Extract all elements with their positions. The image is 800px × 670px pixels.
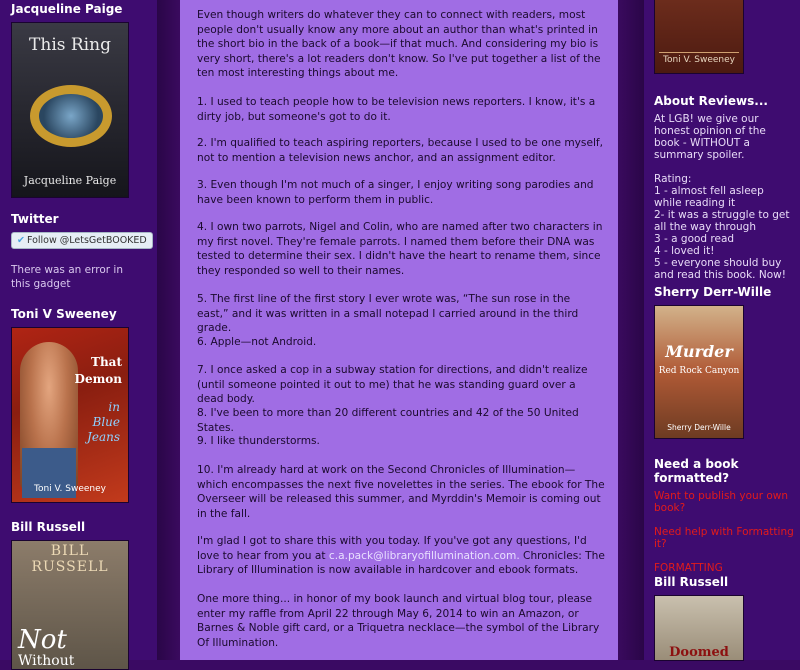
rating-item: 5 - everyone should buy and read this book. Now! xyxy=(654,257,786,281)
post-paragraph: 5. The first line of the first story I ever wrote was, “The sun rose in the east,” and it was written in a small notepad I carried around in the third grade. xyxy=(197,293,579,334)
closing-text: I'm glad I got to share this with you today. If you've got any questions, I'd love to hear from you at xyxy=(197,535,587,562)
closing-text: Chronicles: The Library of Illumination is now available in hardcover and ebook formats. xyxy=(197,549,605,576)
post-paragraph-raffle: One more thing... in honor of my book launch and virtual blog tour, please enter my raffle from April 22 through May 6, 2014 to win an Amazon, or Barnes & Noble gift card, or a Triquetra necklace—the symbol of the Library Of Illumination. xyxy=(197,593,600,649)
ring-illustration xyxy=(30,85,112,147)
cover-author: Toni V. Sweeney xyxy=(663,55,735,65)
widget-bill-russell-right xyxy=(654,575,794,661)
cover-title-word: Jeans xyxy=(87,430,120,444)
book-cover-that-demon[interactable] xyxy=(11,327,129,503)
twitter-bird-icon: ✔ xyxy=(17,235,25,246)
cover-title-word: That xyxy=(91,355,122,369)
cover-title: Without xyxy=(18,653,75,669)
cover-title-upper xyxy=(75,354,122,388)
gadget-error-text: There was an error in this gadget xyxy=(11,264,123,290)
cover-title: Not xyxy=(18,625,67,655)
cover-title-word: in xyxy=(108,400,120,414)
cover-author: Sherry Derr-Wille xyxy=(667,423,731,432)
widget-title: Sherry Derr-Wille xyxy=(654,285,772,299)
help-formatting-link[interactable]: Need help with Formatting it? xyxy=(654,526,794,550)
post-body xyxy=(180,0,618,660)
post-paragraph: 1. I used to teach people how to be television news reporters. I know, it's a dirty job, but someone's got to do it. xyxy=(197,96,596,123)
widget-toni-cover xyxy=(654,0,794,74)
twitter-follow-button[interactable] xyxy=(11,232,153,249)
author-email-link[interactable]: c.a.pack@libraryofillumination.com. xyxy=(328,549,520,562)
cover-title: Doomed xyxy=(669,645,729,660)
widget-toni-sweeney xyxy=(11,307,129,503)
right-gutter xyxy=(618,0,644,660)
cover-subtitle: Red Rock Canyon xyxy=(658,366,740,376)
book-cover-toni-sweeney[interactable] xyxy=(654,0,744,74)
cover-title-word: Demon xyxy=(74,372,122,386)
cover-title-lower xyxy=(87,400,120,445)
twitter-follow-label: Follow @LetsGetBOOKED xyxy=(26,235,147,246)
book-cover-not-without[interactable] xyxy=(11,540,129,670)
widget-title: Need a book formatted? xyxy=(654,457,739,485)
post-paragraph: 6. Apple—not Android. xyxy=(197,336,317,348)
post-paragraph: 9. I like thunderstorms. xyxy=(197,435,320,447)
post-paragraph: Even though writers do whatever they can to connect with readers, most people don't usually know any more about an author than what's printed in the short bio in the back of a book—if that much. And considering my bio is very short, there's a lot readers don't know. So I've put together a list of the ten most interesting things about me. xyxy=(197,9,601,79)
widget-sherry-derr-wille xyxy=(654,285,794,439)
widget-title: Toni V Sweeney xyxy=(11,307,117,321)
left-sidebar xyxy=(0,0,157,669)
book-cover-this-ring[interactable] xyxy=(11,22,129,198)
cover-divider xyxy=(659,52,739,53)
widget-jacqueline-paige xyxy=(11,2,129,198)
publish-own-book-link[interactable]: Want to publish your own book? xyxy=(654,490,789,514)
post-closing-paragraph xyxy=(197,534,605,578)
rating-item: 2- it was a struggle to get all the way through xyxy=(654,209,790,233)
widget-title: Twitter xyxy=(11,212,59,226)
rating-item: 1 - almost fell asleep while reading it xyxy=(654,185,764,209)
book-cover-murder-red-rock-canyon[interactable] xyxy=(654,305,744,439)
right-sidebar xyxy=(644,0,800,660)
post-paragraph: 2. I'm qualified to teach aspiring reporters, because I used to be one myself, not to mention a television news anchor, and an assignment editor. xyxy=(197,137,604,164)
widget-title: About Reviews... xyxy=(654,94,768,108)
book-cover-doomed[interactable] xyxy=(654,595,744,661)
rating-item: 3 - a good read xyxy=(654,233,735,245)
widget-title: Jacqueline Paige xyxy=(11,2,123,16)
post-paragraph: 8. I've been to more than 20 different countries and 42 of the 50 United States. xyxy=(197,407,579,434)
widget-title: Bill Russell xyxy=(654,575,729,589)
widget-book-formatting xyxy=(654,457,794,574)
left-gutter xyxy=(157,0,180,660)
cover-title: This Ring xyxy=(29,35,111,55)
rating-item: 4 - loved it! xyxy=(654,245,715,257)
rating-label: Rating: xyxy=(654,173,692,185)
post-paragraph: 7. I once asked a cop in a subway station for directions, and didn't realize (until someone pointed it out to me) that he was standing guard over a dead body. xyxy=(197,364,588,405)
reviews-intro: At LGB! we give our honest opinion of the book - WITHOUT a summary spoiler. xyxy=(654,113,766,161)
widget-twitter xyxy=(11,212,153,291)
cover-author: BILL RUSSELL xyxy=(31,543,109,575)
cover-title-word: Blue xyxy=(92,415,120,429)
cover-title: Murder xyxy=(665,342,733,361)
cover-author: Toni V. Sweeney xyxy=(34,484,106,494)
post-paragraph: 10. I'm already hard at work on the Second Chronicles of Illumination—which encompasses the next five novelettes in the series. The ebook for The Overseer will be released this summer, and Myrddin's Memoir is coming out in the fall. xyxy=(197,464,605,520)
widget-title: Bill Russell xyxy=(11,520,86,534)
cover-author: Jacqueline Paige xyxy=(23,174,117,187)
formatting-link[interactable]: FORMATTING xyxy=(654,562,723,574)
post-paragraph: 4. I own two parrots, Nigel and Colin, who are named after two characters in my first novel. They're female parrots. I named them before their DNA was tested to determine their sex. I didn't have the heart to rename them, since they responded so well to their names. xyxy=(197,221,603,277)
post-paragraph: 3. Even though I'm not much of a singer, I enjoy writing song parodies and have been known to perform them in public. xyxy=(197,179,594,206)
widget-about-reviews xyxy=(654,94,794,281)
widget-bill-russell-left xyxy=(11,520,129,670)
